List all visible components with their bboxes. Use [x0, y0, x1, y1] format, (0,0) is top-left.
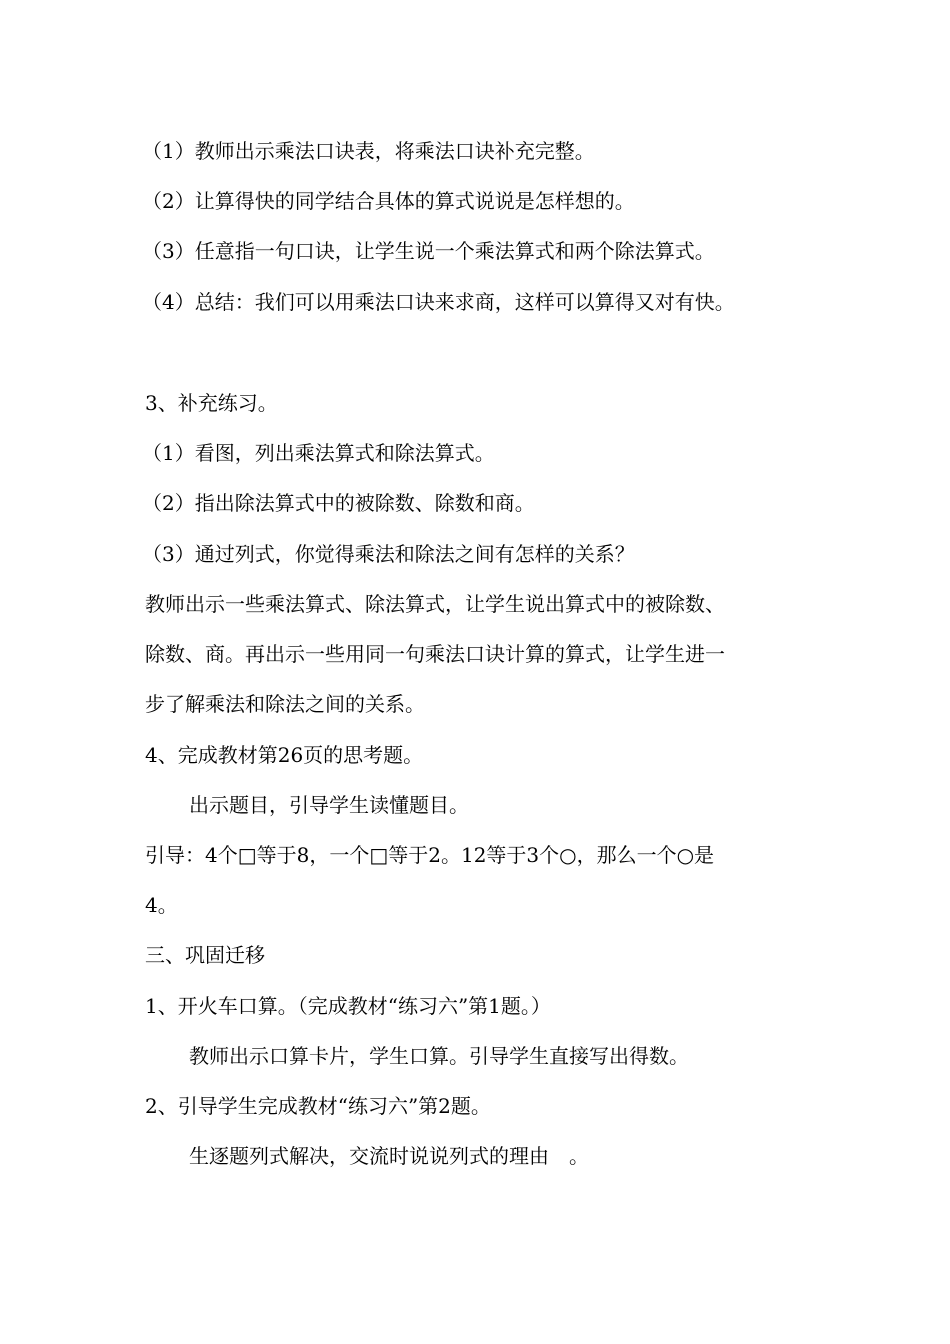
- section-3-heading: 3、补充练习。: [145, 391, 278, 415]
- paragraph-line-1: 教师出示一些乘法算式、除法算式，让学生说出算式中的被除数、: [145, 592, 725, 616]
- exercise-2: （2）指出除法算式中的被除数、除数和商。: [142, 491, 535, 515]
- item-1-detail: 教师出示口算卡片，学生口算。引导学生直接写出得数。: [189, 1044, 689, 1068]
- step-3-point-rhyme: （3）任意指一句口诀，让学生说一个乘法算式和两个除法算式。: [142, 239, 715, 263]
- paragraph-line-3: 步了解乘法和除法之间的关系。: [145, 692, 425, 716]
- item-1-heading: 1、开火车口算。（完成教材“练习六”第1题。）: [145, 994, 551, 1018]
- guide-line-1: 引导：4个□等于8，一个□等于2。12等于3个○，那么一个○是: [145, 843, 715, 867]
- guide-line-2: 4。: [145, 893, 178, 917]
- section-4-instruction: 出示题目，引导学生读懂题目。: [189, 793, 469, 817]
- exercise-3: （3）通过列式，你觉得乘法和除法之间有怎样的关系？: [142, 542, 635, 566]
- step-1-show-table: （1）教师出示乘法口诀表，将乘法口诀补充完整。: [142, 139, 595, 163]
- step-4-summary: （4）总结：我们可以用乘法口诀来求商，这样可以算得又对有快。: [142, 290, 735, 314]
- exercise-1: （1）看图，列出乘法算式和除法算式。: [142, 441, 495, 465]
- part-3-heading: 三、巩固迁移: [145, 943, 265, 967]
- item-2-detail: 生逐题列式解决，交流时说说列式的理由 。: [189, 1144, 589, 1168]
- section-4-heading: 4、完成教材第26页的思考题。: [145, 743, 424, 767]
- item-2-heading: 2、引导学生完成教材“练习六”第2题。: [145, 1094, 491, 1118]
- paragraph-line-2: 除数、商。再出示一些用同一句乘法口诀计算的算式，让学生进一: [145, 642, 725, 666]
- step-2-explain: （2）让算得快的同学结合具体的算式说说是怎样想的。: [142, 189, 635, 213]
